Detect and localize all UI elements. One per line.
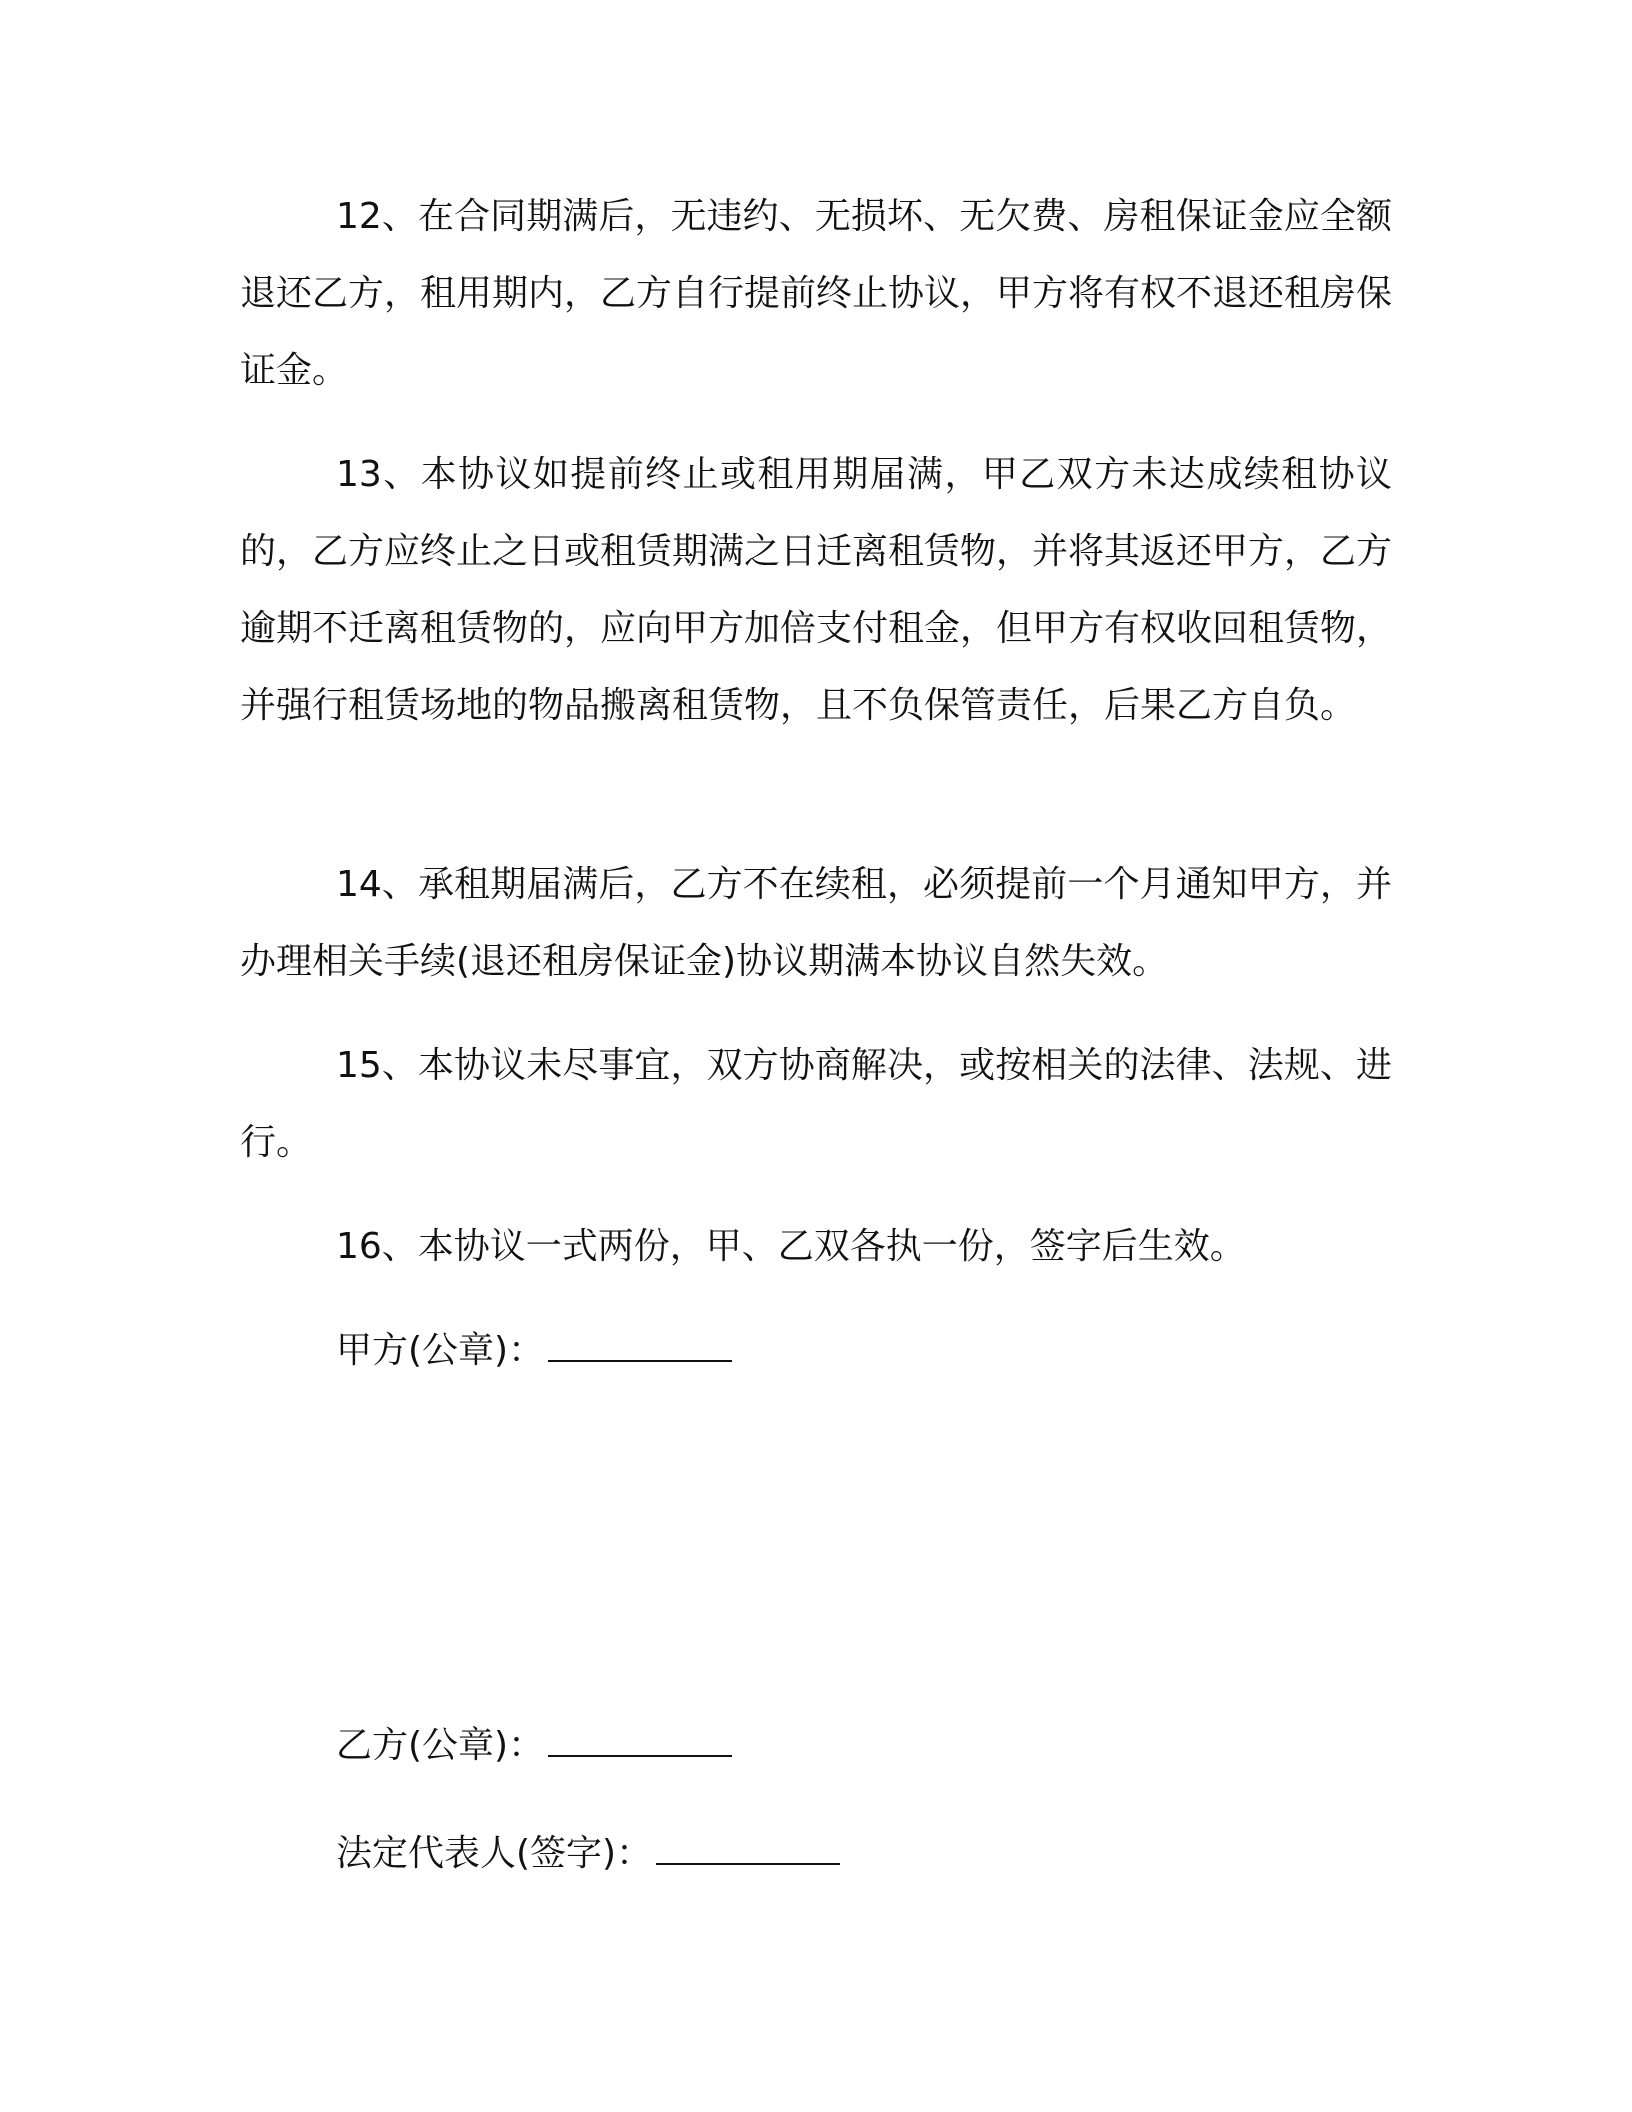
legal-rep-signature-line <box>336 1815 840 1892</box>
clause-16: 16、本协议一式两份，甲、乙双各执一份，签字后生效。 <box>336 1226 1246 1267</box>
party-a-label: 甲方(公章)： <box>336 1330 545 1371</box>
clause-14: 14、承租期届满后，乙方不在续租，必须提前一个月通知甲方，并办理相关手续(退还租房保证金)协议期满本协议自然失效。 <box>240 864 1392 982</box>
clause-15: 15、本协议未尽事宜，双方协商解决，或按相关的法律、法规、进行。 <box>240 1045 1392 1163</box>
party-b-label: 乙方(公章)： <box>336 1725 545 1766</box>
party-b-signature-line <box>336 1707 732 1784</box>
party-a-blank <box>548 1324 732 1362</box>
legal-rep-blank <box>656 1827 840 1865</box>
clause-13: 13、本协议如提前终止或租用期届满，甲乙双方未达成续租协议的，乙方应终止之日或租赁期满之日迁离租赁物，并将其返还甲方，乙方逾期不迁离租赁物的，应向甲方加倍支付租金，但甲方有权收回租赁物，并强行租赁场地的物品搬离租赁物，且不负保管责任，后果乙方自负。 <box>240 454 1393 726</box>
party-b-blank <box>548 1719 732 1757</box>
party-a-signature-line <box>336 1312 732 1389</box>
legal-rep-label: 法定代表人(签字)： <box>336 1833 653 1874</box>
clause-12: 12、在合同期满后，无违约、无损坏、无欠费、房租保证金应全额退还乙方，租用期内，乙方自行提前终止协议，甲方将有权不退还租房保证金。 <box>240 196 1393 391</box>
